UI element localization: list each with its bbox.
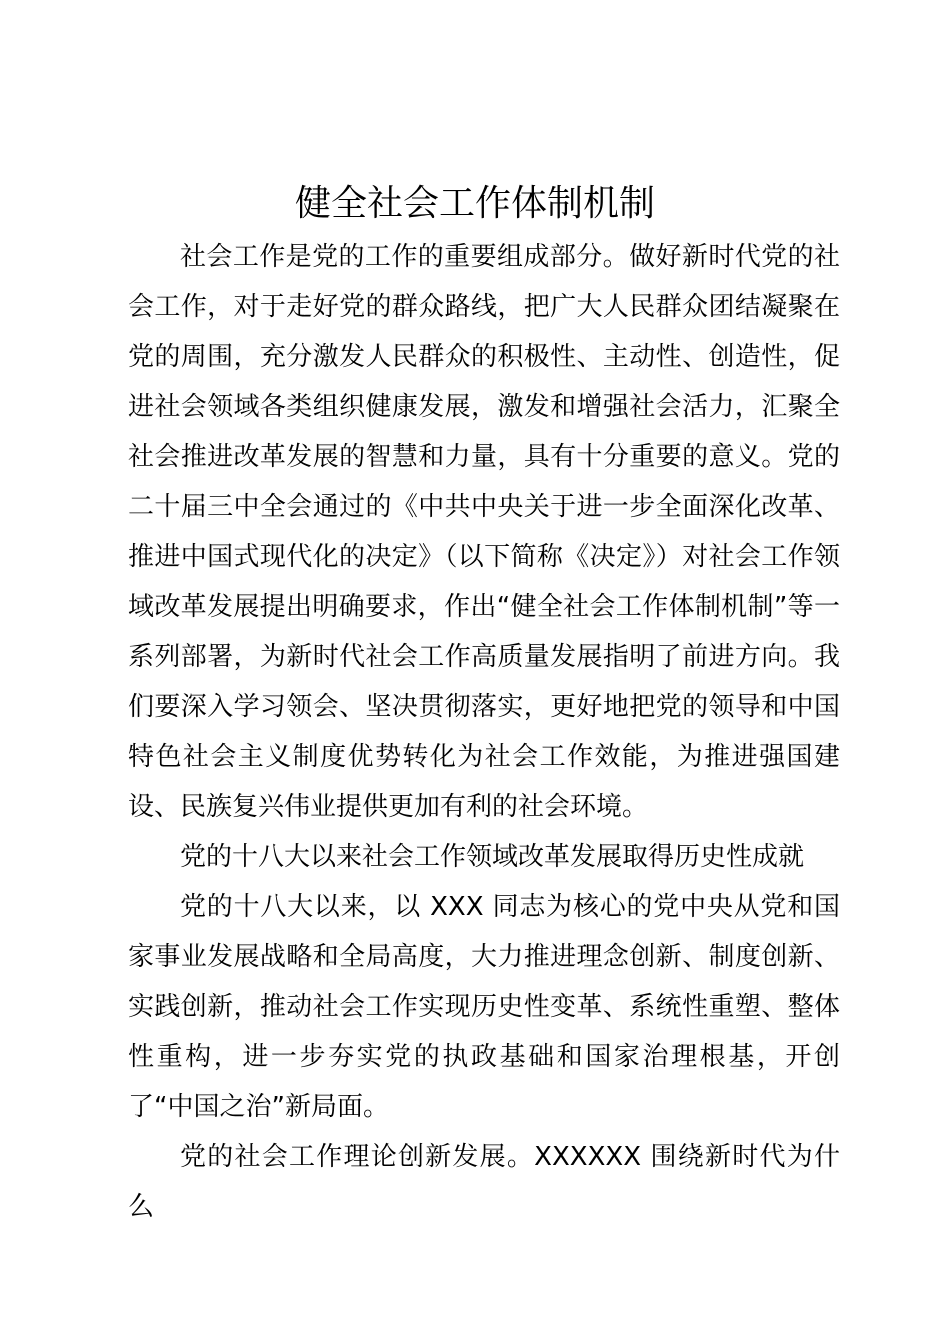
section-heading: 党的十八大以来社会工作领域改革发展取得历史性成就 xyxy=(180,842,805,872)
paragraph-theory: 党的社会工作理论创新发展。XXXXXX 围绕新时代为什么 xyxy=(128,1142,840,1222)
paragraph-intro: 社会工作是党的工作的重要组成部分。做好新时代党的社会工作，对于走好党的群众路线，把广大人民群众团结凝聚在党的周围，充分激发人民群众的积极性、主动性、创造性，促进社会领域各类组织健康发展，激发和增强社会活力，汇聚全社会推进改革发展的智慧和力量，具有十分重要的意义。党的二十届三中全会通过的《中共中央关于进一步全面深化改革、推进中国式现代化的决定》（以下简称《决定》）对社会工作领域改革发展提出明确要求，作出“健全社会工作体制机制”等一系列部署，为新时代社会工作高质量发展指明了前进方向。我们要深入学习领会、坚决贯彻落实，更好地把党的领导和中国特色社会主义制度优势转化为社会工作效能，为推进强国建设、民族复兴伟业提供更加有利的社会环境。 xyxy=(128,242,840,822)
document-title: 健全社会工作体制机制 xyxy=(294,183,655,224)
document-body xyxy=(128,232,840,1232)
paragraph-achievements: 党的十八大以来，以 XXX 同志为核心的党中央从党和国家事业发展战略和全局高度，大力推进理念创新、制度创新、实践创新，推动社会工作实现历史性变革、系统性重塑、整体性重构，进一步夯实党的执政基础和国家治理根基，开创了“中国之治”新局面。 xyxy=(128,892,840,1122)
